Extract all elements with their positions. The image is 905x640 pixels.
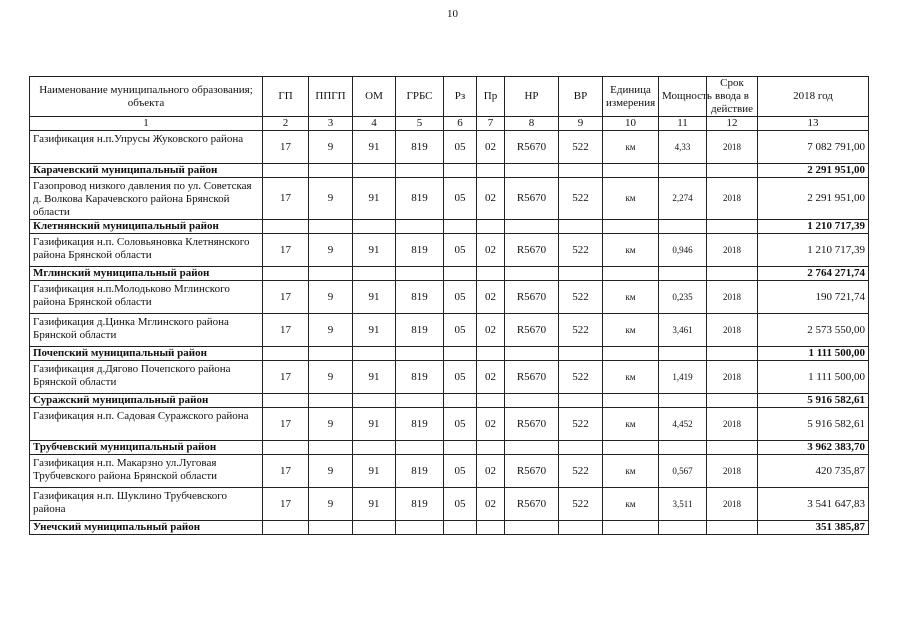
empty-cell (659, 267, 707, 281)
cell-gp: 17 (263, 408, 309, 441)
object-row (30, 408, 869, 441)
empty-cell (659, 521, 707, 535)
cell-grbs: 819 (396, 178, 444, 220)
district-name: Карачевский муниципальный район (30, 164, 263, 178)
cell-vr: 522 (559, 361, 603, 394)
cell-power: 4,452 (659, 408, 707, 441)
empty-cell (559, 267, 603, 281)
cell-om: 91 (353, 408, 396, 441)
cell-unit: км (603, 131, 659, 164)
district-row (30, 521, 869, 535)
empty-cell (353, 267, 396, 281)
empty-cell (505, 521, 559, 535)
cell-vr: 522 (559, 488, 603, 521)
header-unit: Единица измерения (603, 77, 659, 117)
header-rz: Рз (444, 77, 477, 117)
cell-nr: R5670 (505, 488, 559, 521)
column-index-row (30, 117, 869, 131)
column-index: 11 (659, 117, 707, 131)
cell-nr: R5670 (505, 361, 559, 394)
cell-om: 91 (353, 488, 396, 521)
cell-pr: 02 (477, 178, 505, 220)
empty-cell (477, 164, 505, 178)
cell-ppgp: 9 (309, 455, 353, 488)
district-amount: 2 764 271,74 (758, 267, 869, 281)
empty-cell (603, 220, 659, 234)
empty-cell (559, 220, 603, 234)
row-name: Газификация н.п. Шуклино Трубчевского района (30, 488, 263, 521)
empty-cell (559, 394, 603, 408)
object-row (30, 234, 869, 267)
row-name: Газификация н.п. Садовая Суражского района (30, 408, 263, 441)
cell-gp: 17 (263, 131, 309, 164)
empty-cell (444, 347, 477, 361)
district-amount: 2 291 951,00 (758, 164, 869, 178)
cell-amount: 2 291 951,00 (758, 178, 869, 220)
row-name: Газификация н.п.Упрусы Жуковского района (30, 131, 263, 164)
empty-cell (559, 441, 603, 455)
object-row (30, 361, 869, 394)
cell-ppgp: 9 (309, 361, 353, 394)
empty-cell (396, 441, 444, 455)
empty-cell (559, 164, 603, 178)
cell-vr: 522 (559, 314, 603, 347)
cell-gp: 17 (263, 455, 309, 488)
object-row (30, 281, 869, 314)
cell-pr: 02 (477, 234, 505, 267)
empty-cell (505, 394, 559, 408)
cell-grbs: 819 (396, 488, 444, 521)
object-row (30, 488, 869, 521)
cell-rz: 05 (444, 314, 477, 347)
cell-power: 1,419 (659, 361, 707, 394)
cell-grbs: 819 (396, 281, 444, 314)
cell-pr: 02 (477, 281, 505, 314)
cell-nr: R5670 (505, 131, 559, 164)
cell-pr: 02 (477, 361, 505, 394)
empty-cell (559, 347, 603, 361)
header-om: ОМ (353, 77, 396, 117)
header-nr: НР (505, 77, 559, 117)
empty-cell (309, 267, 353, 281)
cell-year: 2018 (707, 408, 758, 441)
empty-cell (353, 521, 396, 535)
district-name: Суражский муниципальный район (30, 394, 263, 408)
district-name: Трубчевский муниципальный район (30, 441, 263, 455)
district-amount: 1 111 500,00 (758, 347, 869, 361)
cell-ppgp: 9 (309, 178, 353, 220)
empty-cell (505, 220, 559, 234)
cell-om: 91 (353, 455, 396, 488)
cell-ppgp: 9 (309, 488, 353, 521)
cell-rz: 05 (444, 408, 477, 441)
district-amount: 351 385,87 (758, 521, 869, 535)
empty-cell (309, 347, 353, 361)
cell-vr: 522 (559, 408, 603, 441)
district-amount: 5 916 582,61 (758, 394, 869, 408)
empty-cell (505, 441, 559, 455)
empty-cell (659, 347, 707, 361)
empty-cell (444, 164, 477, 178)
empty-cell (353, 347, 396, 361)
empty-cell (505, 267, 559, 281)
cell-year: 2018 (707, 314, 758, 347)
column-index: 10 (603, 117, 659, 131)
cell-grbs: 819 (396, 408, 444, 441)
cell-unit: км (603, 455, 659, 488)
cell-year: 2018 (707, 488, 758, 521)
empty-cell (444, 521, 477, 535)
district-name: Почепский муниципальный район (30, 347, 263, 361)
empty-cell (603, 441, 659, 455)
empty-cell (559, 521, 603, 535)
empty-cell (659, 441, 707, 455)
cell-rz: 05 (444, 131, 477, 164)
cell-ppgp: 9 (309, 408, 353, 441)
cell-unit: км (603, 234, 659, 267)
cell-year: 2018 (707, 131, 758, 164)
column-index: 4 (353, 117, 396, 131)
district-row (30, 394, 869, 408)
cell-grbs: 819 (396, 314, 444, 347)
cell-pr: 02 (477, 131, 505, 164)
empty-cell (659, 220, 707, 234)
empty-cell (353, 220, 396, 234)
cell-amount: 1 111 500,00 (758, 361, 869, 394)
district-row (30, 220, 869, 234)
district-row (30, 347, 869, 361)
empty-cell (707, 394, 758, 408)
district-amount: 3 962 383,70 (758, 441, 869, 455)
cell-ppgp: 9 (309, 131, 353, 164)
column-index: 13 (758, 117, 869, 131)
header-grbs: ГРБС (396, 77, 444, 117)
empty-cell (707, 521, 758, 535)
district-name: Мглинский муниципальный район (30, 267, 263, 281)
cell-om: 91 (353, 314, 396, 347)
cell-year: 2018 (707, 361, 758, 394)
empty-cell (707, 267, 758, 281)
cell-rz: 05 (444, 361, 477, 394)
object-row (30, 131, 869, 164)
cell-amount: 2 573 550,00 (758, 314, 869, 347)
cell-amount: 5 916 582,61 (758, 408, 869, 441)
cell-pr: 02 (477, 408, 505, 441)
cell-unit: км (603, 281, 659, 314)
cell-vr: 522 (559, 131, 603, 164)
empty-cell (477, 394, 505, 408)
empty-cell (263, 521, 309, 535)
cell-grbs: 819 (396, 234, 444, 267)
empty-cell (263, 441, 309, 455)
cell-grbs: 819 (396, 361, 444, 394)
empty-cell (444, 267, 477, 281)
empty-cell (477, 267, 505, 281)
cell-year: 2018 (707, 455, 758, 488)
empty-cell (396, 164, 444, 178)
empty-cell (505, 347, 559, 361)
column-index: 7 (477, 117, 505, 131)
empty-cell (353, 164, 396, 178)
row-name: Газификация н.п. Макарзно ул.Луговая Трубчевского района Брянской области (30, 455, 263, 488)
cell-unit: км (603, 361, 659, 394)
header-name: Наименование муниципального образования; объекта (30, 77, 263, 117)
empty-cell (309, 394, 353, 408)
column-index: 8 (505, 117, 559, 131)
page-number: 10 (447, 8, 458, 20)
cell-gp: 17 (263, 234, 309, 267)
empty-cell (603, 164, 659, 178)
header-gp: ГП (263, 77, 309, 117)
empty-cell (603, 267, 659, 281)
cell-pr: 02 (477, 314, 505, 347)
empty-cell (707, 347, 758, 361)
empty-cell (707, 441, 758, 455)
cell-year: 2018 (707, 178, 758, 220)
cell-power: 2,274 (659, 178, 707, 220)
cell-nr: R5670 (505, 234, 559, 267)
column-index: 2 (263, 117, 309, 131)
empty-cell (603, 347, 659, 361)
cell-om: 91 (353, 131, 396, 164)
empty-cell (505, 164, 559, 178)
cell-unit: км (603, 488, 659, 521)
object-row (30, 178, 869, 220)
cell-amount: 7 082 791,00 (758, 131, 869, 164)
district-row (30, 267, 869, 281)
cell-rz: 05 (444, 178, 477, 220)
empty-cell (707, 220, 758, 234)
column-index: 3 (309, 117, 353, 131)
empty-cell (396, 220, 444, 234)
empty-cell (353, 441, 396, 455)
row-name: Газификация н.п. Соловьяновка Клетнянского района Брянской области (30, 234, 263, 267)
cell-amount: 3 541 647,83 (758, 488, 869, 521)
cell-power: 0,235 (659, 281, 707, 314)
cell-om: 91 (353, 361, 396, 394)
cell-grbs: 819 (396, 131, 444, 164)
cell-ppgp: 9 (309, 281, 353, 314)
header-pr: Пр (477, 77, 505, 117)
district-row (30, 441, 869, 455)
cell-nr: R5670 (505, 408, 559, 441)
header-year: 2018 год (758, 77, 869, 117)
empty-cell (603, 521, 659, 535)
cell-om: 91 (353, 178, 396, 220)
header-deadline: Срок ввода в действие (707, 77, 758, 117)
cell-rz: 05 (444, 281, 477, 314)
row-name: Газификация н.п.Молодьково Мглинского района Брянской области (30, 281, 263, 314)
cell-grbs: 819 (396, 455, 444, 488)
cell-gp: 17 (263, 178, 309, 220)
header-vr: ВР (559, 77, 603, 117)
empty-cell (263, 267, 309, 281)
empty-cell (444, 441, 477, 455)
cell-rz: 05 (444, 234, 477, 267)
cell-om: 91 (353, 281, 396, 314)
cell-rz: 05 (444, 488, 477, 521)
cell-gp: 17 (263, 314, 309, 347)
cell-amount: 190 721,74 (758, 281, 869, 314)
cell-amount: 1 210 717,39 (758, 234, 869, 267)
cell-pr: 02 (477, 455, 505, 488)
cell-pr: 02 (477, 488, 505, 521)
empty-cell (263, 164, 309, 178)
cell-vr: 522 (559, 455, 603, 488)
row-name: Газификация д.Дягово Почепского района Брянской области (30, 361, 263, 394)
empty-cell (396, 521, 444, 535)
cell-unit: км (603, 408, 659, 441)
column-index: 9 (559, 117, 603, 131)
cell-ppgp: 9 (309, 234, 353, 267)
empty-cell (396, 267, 444, 281)
cell-gp: 17 (263, 361, 309, 394)
cell-nr: R5670 (505, 281, 559, 314)
cell-year: 2018 (707, 281, 758, 314)
row-name: Газопровод низкого давления по ул. Советская д. Волкова Карачевского района Брянской области (30, 178, 263, 220)
header-power: Мощность (659, 77, 707, 117)
empty-cell (353, 394, 396, 408)
empty-cell (659, 164, 707, 178)
column-index: 5 (396, 117, 444, 131)
empty-cell (309, 521, 353, 535)
budget-table (29, 76, 869, 535)
cell-vr: 522 (559, 234, 603, 267)
empty-cell (309, 220, 353, 234)
empty-cell (396, 347, 444, 361)
cell-vr: 522 (559, 178, 603, 220)
empty-cell (659, 394, 707, 408)
empty-cell (477, 347, 505, 361)
empty-cell (444, 220, 477, 234)
district-amount: 1 210 717,39 (758, 220, 869, 234)
object-row (30, 455, 869, 488)
empty-cell (263, 220, 309, 234)
empty-cell (396, 394, 444, 408)
cell-rz: 05 (444, 455, 477, 488)
column-index: 1 (30, 117, 263, 131)
header-ppgp: ППГП (309, 77, 353, 117)
cell-unit: км (603, 178, 659, 220)
cell-year: 2018 (707, 234, 758, 267)
cell-amount: 420 735,87 (758, 455, 869, 488)
cell-gp: 17 (263, 281, 309, 314)
cell-vr: 522 (559, 281, 603, 314)
cell-power: 0,567 (659, 455, 707, 488)
district-row (30, 164, 869, 178)
cell-nr: R5670 (505, 314, 559, 347)
empty-cell (444, 394, 477, 408)
object-row (30, 314, 869, 347)
district-name: Клетнянский муниципальный район (30, 220, 263, 234)
district-name: Унечский муниципальный район (30, 521, 263, 535)
empty-cell (477, 441, 505, 455)
header-row (30, 77, 869, 117)
cell-ppgp: 9 (309, 314, 353, 347)
cell-power: 3,511 (659, 488, 707, 521)
cell-om: 91 (353, 234, 396, 267)
empty-cell (263, 394, 309, 408)
cell-power: 3,461 (659, 314, 707, 347)
cell-nr: R5670 (505, 178, 559, 220)
row-name: Газификация д.Цинка Мглинского района Брянской области (30, 314, 263, 347)
empty-cell (263, 347, 309, 361)
table-body (30, 131, 869, 535)
cell-power: 4,33 (659, 131, 707, 164)
column-index: 6 (444, 117, 477, 131)
cell-gp: 17 (263, 488, 309, 521)
empty-cell (477, 220, 505, 234)
empty-cell (309, 164, 353, 178)
column-index: 12 (707, 117, 758, 131)
empty-cell (477, 521, 505, 535)
cell-power: 0,946 (659, 234, 707, 267)
empty-cell (707, 164, 758, 178)
cell-unit: км (603, 314, 659, 347)
cell-nr: R5670 (505, 455, 559, 488)
empty-cell (309, 441, 353, 455)
empty-cell (603, 394, 659, 408)
